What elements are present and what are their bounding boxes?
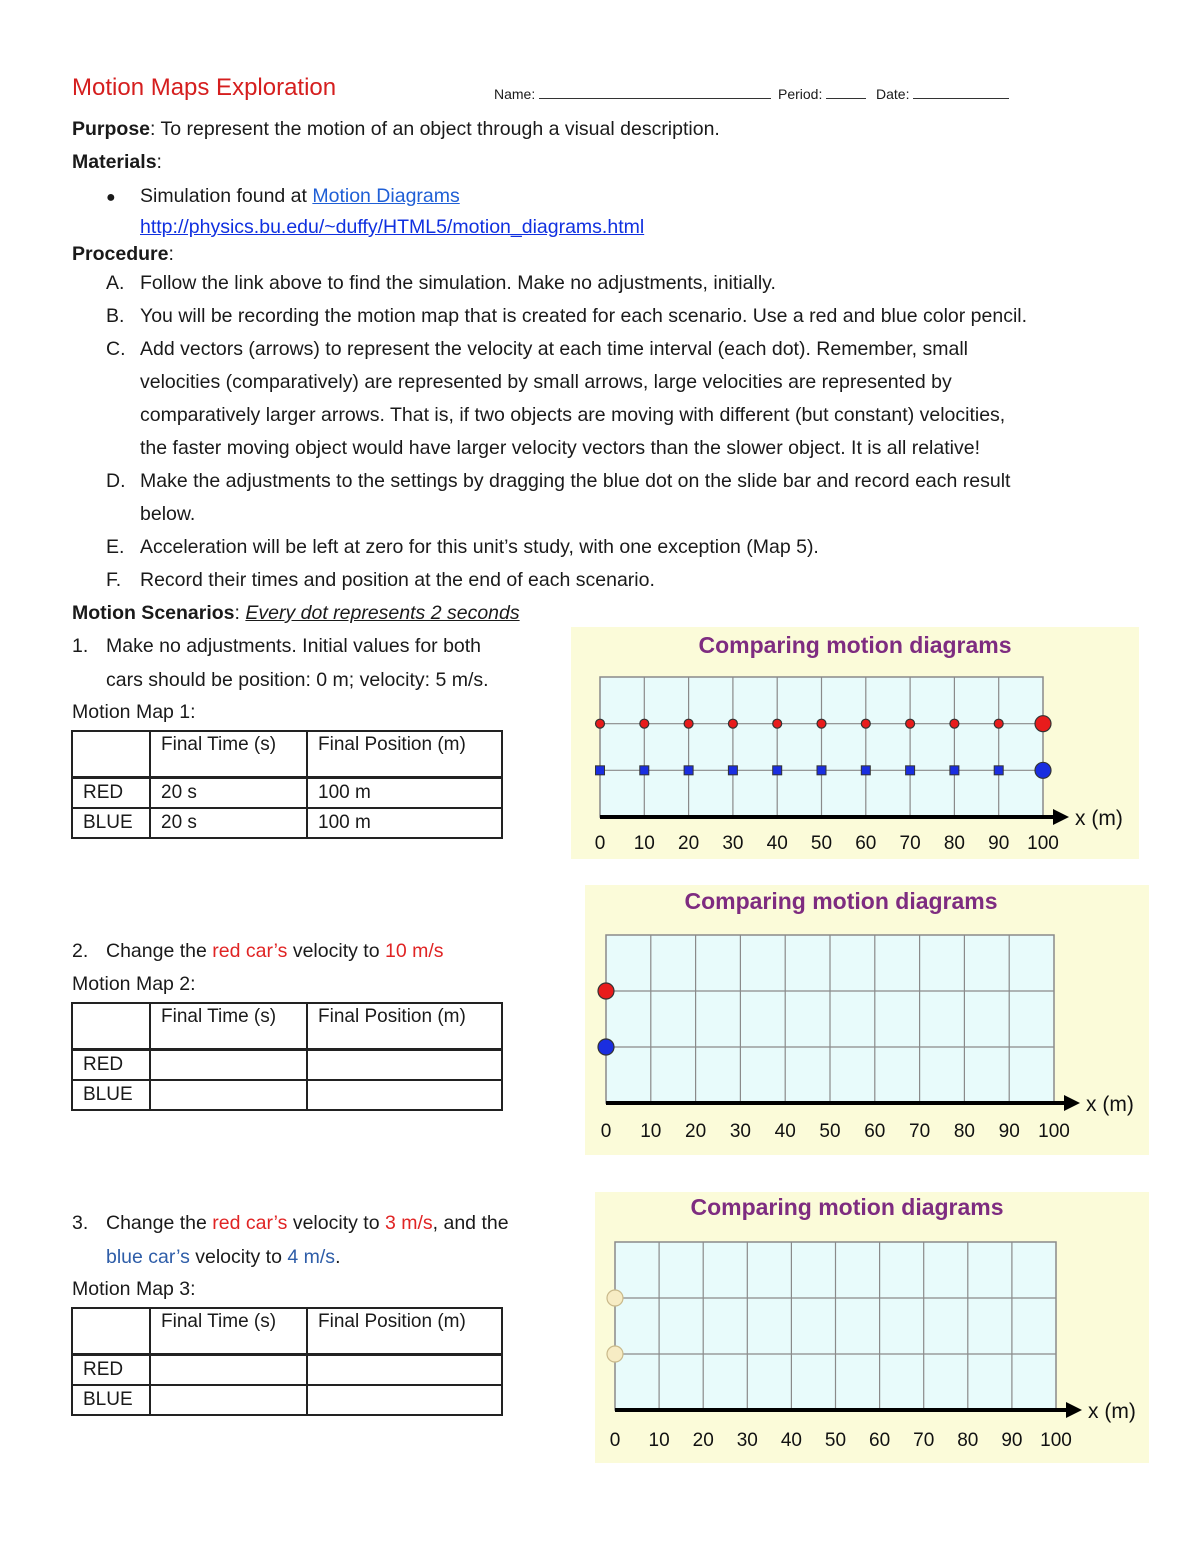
tick-label: 70	[899, 833, 921, 854]
blue-car-dot	[607, 1346, 623, 1362]
row-blue-label: BLUE	[72, 808, 150, 838]
red-car-dot	[684, 719, 693, 728]
procedure-step-text: Record their times and position at the end of each scenario.	[140, 569, 655, 591]
procedure-step-continuation: comparatively larger arrows. That is, if two objects are moving with different (but constant) velocities,	[140, 404, 1006, 426]
procedure-step	[106, 531, 819, 564]
col-final-time: Final Time (s)	[150, 731, 307, 778]
diagram-title: Comparing motion diagrams	[690, 1194, 1004, 1220]
tick-label: 60	[869, 1430, 891, 1451]
tick-label: 60	[864, 1121, 886, 1142]
period-label: Period:	[778, 86, 823, 102]
date-field[interactable]	[876, 84, 1009, 102]
red-car-dot	[1035, 716, 1051, 732]
materials-item	[106, 180, 460, 214]
tick-label: 40	[780, 1430, 802, 1451]
purpose-text: : To represent the motion of an object through a visual description.	[150, 118, 720, 140]
axis-label: x (m)	[1088, 1400, 1136, 1423]
blue-car-dot	[1035, 762, 1051, 778]
tick-label: 10	[648, 1430, 670, 1451]
results-table-2	[71, 1002, 503, 1111]
procedure-step	[106, 300, 1027, 333]
blue-car-dot	[640, 766, 649, 775]
procedure-step-text: You will be recording the motion map that is created for each scenario. Use a red and blue color pencil.	[140, 305, 1028, 327]
scenarios-heading: Motion Scenarios: Every dot represents 2 seconds	[72, 602, 520, 624]
blue-car-dot	[773, 766, 782, 775]
scenario-1-line-2: cars should be position: 0 m; velocity: 5 m/s.	[106, 669, 489, 691]
diagram-title: Comparing motion diagrams	[684, 888, 998, 914]
blue-car-dot	[950, 766, 959, 775]
blue-final-time-cell[interactable]	[150, 1080, 307, 1110]
motion-map-2-label: Motion Map 2:	[72, 973, 196, 995]
blue-car-dot	[684, 766, 693, 775]
tick-label: 30	[722, 833, 744, 854]
tick-label: 50	[824, 1430, 847, 1451]
procedure-step-letter: A.	[106, 272, 125, 294]
tick-label: 80	[953, 1121, 975, 1142]
bullet-icon: ●	[106, 189, 116, 206]
blue-car-dot	[728, 766, 737, 775]
simulation-url-link[interactable]: http://physics.bu.edu/~duffy/HTML5/motion_diagrams.html	[140, 216, 645, 238]
procedure-heading: Procedure:	[72, 243, 174, 265]
procedure-step-continuation: velocities (comparatively) are represented by small arrows, large velocities are represented by	[140, 371, 952, 393]
blue-final-time-cell[interactable]	[150, 1385, 307, 1415]
procedure-label: Procedure	[72, 243, 169, 265]
procedure-step-text: Acceleration will be left at zero for this unit’s study, with one exception (Map 5).	[140, 536, 819, 558]
tick-label: 70	[913, 1430, 935, 1451]
col-final-position: Final Position (m)	[307, 731, 502, 778]
red-car-dot	[596, 719, 605, 728]
tick-label: 0	[600, 1121, 612, 1142]
row-red-label: RED	[72, 1050, 150, 1081]
red-car-dot	[640, 719, 649, 728]
blue-car-dot	[596, 766, 605, 775]
col-final-position: Final Position (m)	[307, 1308, 502, 1355]
tick-label: 60	[855, 833, 877, 854]
motion-diagram-3	[595, 1192, 1149, 1463]
procedure-step-text: Add vectors (arrows) to represent the velocity at each time interval (each dot). Remember, small	[140, 338, 968, 360]
tick-label: 0	[609, 1430, 621, 1451]
red-car-dot	[773, 719, 782, 728]
name-label: Name:	[494, 86, 536, 102]
tick-label: 100	[1040, 1430, 1072, 1451]
tick-label: 40	[766, 833, 788, 854]
procedure-step	[106, 267, 776, 300]
scenarios-note: Every dot represents 2 seconds	[245, 602, 520, 624]
scenario-3-line-2: blue car’s velocity to 4 m/s.	[106, 1246, 341, 1268]
procedure-step-continuation: the faster moving object would have larger velocity vectors than the slower object. It is all relative!	[140, 437, 980, 459]
tick-label: 100	[1038, 1121, 1070, 1142]
col-final-time: Final Time (s)	[150, 1308, 307, 1355]
date-label: Date:	[876, 86, 910, 102]
tick-label: 80	[957, 1430, 979, 1451]
motion-diagram-1	[571, 627, 1139, 859]
sim-prefix: Simulation found at	[140, 185, 313, 207]
red-final-position-cell[interactable]	[307, 1050, 502, 1081]
tick-label: 80	[943, 833, 965, 854]
procedure-step	[106, 465, 1010, 498]
results-table-1	[71, 730, 503, 839]
purpose-line	[72, 113, 720, 146]
red-car-dot	[607, 1290, 623, 1306]
scenario-1-line-1: 1. Make no adjustments. Initial values for both	[72, 635, 482, 657]
procedure-step	[106, 564, 655, 597]
red-final-time-cell[interactable]	[150, 1050, 307, 1081]
blue-car-dot	[906, 766, 915, 775]
procedure-step-text: Make the adjustments to the settings by dragging the blue dot on the slide bar and record each result	[140, 470, 1011, 492]
procedure-step-letter: D.	[106, 470, 126, 492]
blue-final-position: 100 m	[307, 808, 502, 838]
name-field[interactable]	[494, 84, 771, 102]
motion-diagrams-link[interactable]: Motion Diagrams	[312, 185, 460, 207]
blue-final-time: 20 s	[150, 808, 307, 838]
row-red-label: RED	[72, 778, 150, 809]
period-field[interactable]	[778, 84, 866, 102]
diagram-title: Comparing motion diagrams	[698, 632, 1012, 658]
procedure-step-text: Follow the link above to find the simulation. Make no adjustments, initially.	[140, 272, 776, 294]
procedure-step-continuation: below.	[140, 503, 196, 525]
motion-map-3-label: Motion Map 3:	[72, 1278, 196, 1300]
red-car-dot	[994, 719, 1003, 728]
scenario-3-line-1: 3. Change the red car’s velocity to 3 m/s, and the	[72, 1212, 509, 1234]
procedure-step-letter: F.	[106, 569, 122, 591]
tick-label: 30	[729, 1121, 751, 1142]
blue-car-dot	[817, 766, 826, 775]
tick-label: 10	[640, 1121, 662, 1142]
tick-label: 20	[692, 1430, 714, 1451]
red-final-position-cell[interactable]	[307, 1355, 502, 1386]
procedure-step-letter: B.	[106, 305, 125, 327]
scenarios-label: Motion Scenarios	[72, 602, 235, 624]
blue-final-position-cell[interactable]	[307, 1385, 502, 1415]
tick-label: 30	[736, 1430, 758, 1451]
red-car-dot	[861, 719, 870, 728]
motion-diagram-2	[585, 885, 1149, 1155]
results-table-3	[71, 1307, 503, 1416]
motion-map-1-label: Motion Map 1:	[72, 701, 196, 723]
red-final-time-cell[interactable]	[150, 1355, 307, 1386]
purpose-label: Purpose	[72, 118, 151, 140]
materials-heading: Materials:	[72, 151, 162, 173]
red-final-position: 100 m	[307, 778, 502, 809]
materials-url-line	[140, 211, 644, 244]
tick-label: 0	[594, 833, 606, 854]
materials-label: Materials	[72, 151, 157, 173]
blue-car-dot	[994, 766, 1003, 775]
tick-label: 70	[909, 1121, 931, 1142]
red-car-dot	[906, 719, 915, 728]
blue-car-dot	[598, 1039, 614, 1055]
axis-label: x (m)	[1086, 1093, 1134, 1116]
scenario-2-line: 2. Change the red car’s velocity to 10 m/s	[72, 940, 444, 962]
tick-label: 100	[1027, 833, 1059, 854]
tick-label: 90	[998, 1121, 1020, 1142]
col-final-position: Final Position (m)	[307, 1003, 502, 1050]
tick-label: 90	[988, 833, 1010, 854]
row-blue-label: BLUE	[72, 1080, 150, 1110]
procedure-step-letter: E.	[106, 536, 125, 558]
tick-label: 90	[1001, 1430, 1023, 1451]
red-final-time: 20 s	[150, 778, 307, 809]
blue-final-position-cell[interactable]	[307, 1080, 502, 1110]
tick-label: 10	[633, 833, 655, 854]
tick-label: 20	[685, 1121, 707, 1142]
red-car-dot	[817, 719, 826, 728]
red-car-dot	[950, 719, 959, 728]
tick-label: 20	[678, 833, 700, 854]
row-blue-label: BLUE	[72, 1385, 150, 1415]
tick-label: 50	[819, 1121, 841, 1142]
tick-label: 50	[810, 833, 833, 854]
procedure-step	[106, 333, 968, 366]
tick-label: 40	[774, 1121, 796, 1142]
red-car-dot	[598, 983, 614, 999]
col-final-time: Final Time (s)	[150, 1003, 307, 1050]
axis-label: x (m)	[1075, 807, 1123, 830]
blue-car-dot	[861, 766, 870, 775]
procedure-step-letter: C.	[106, 338, 126, 360]
page-title: Motion Maps Exploration	[72, 74, 337, 101]
row-red-label: RED	[72, 1355, 150, 1386]
red-car-dot	[728, 719, 737, 728]
